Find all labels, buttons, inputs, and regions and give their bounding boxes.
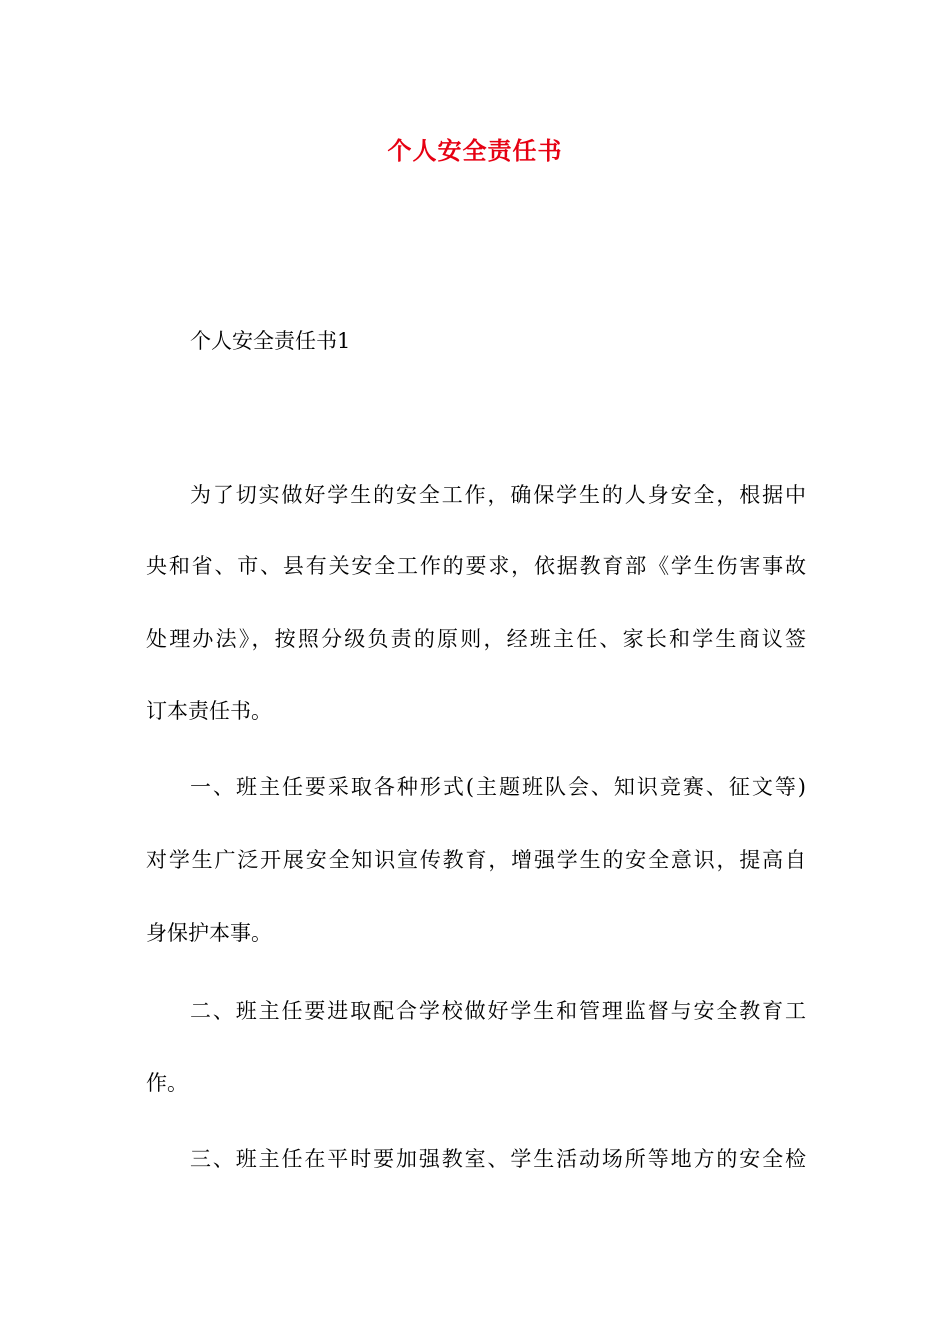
paragraph-3-line-2: 作。 bbox=[146, 1071, 188, 1095]
paragraph-2-line-3: 身保护本事。 bbox=[146, 921, 272, 945]
paragraph-1-line-4: 订本责任书。 bbox=[146, 699, 272, 723]
document-title: 个人安全责任书 bbox=[387, 136, 563, 165]
paragraph-1-line-2: 央和省、市、县有关安全工作的要求，依据教育部《学生伤害事故 bbox=[146, 554, 806, 578]
paragraph-4-line-1: 三、班主任在平时要加强教室、学生活动场所等地方的安全检 bbox=[190, 1147, 806, 1171]
section-heading: 个人安全责任书1 bbox=[190, 329, 351, 353]
paragraph-3-line-1: 二、班主任要进取配合学校做好学生和管理监督与安全教育工 bbox=[190, 999, 806, 1023]
paragraph-2-line-1: 一、班主任要采取各种形式(主题班队会、知识竞赛、征文等) bbox=[190, 775, 806, 799]
paragraph-1-line-1: 为了切实做好学生的安全工作，确保学生的人身安全，根据中 bbox=[190, 483, 806, 507]
paragraph-2-line-2: 对学生广泛开展安全知识宣传教育，增强学生的安全意识，提高自 bbox=[146, 848, 806, 872]
paragraph-1-line-3: 处理办法》，按照分级负责的原则，经班主任、家长和学生商议签 bbox=[146, 627, 806, 651]
